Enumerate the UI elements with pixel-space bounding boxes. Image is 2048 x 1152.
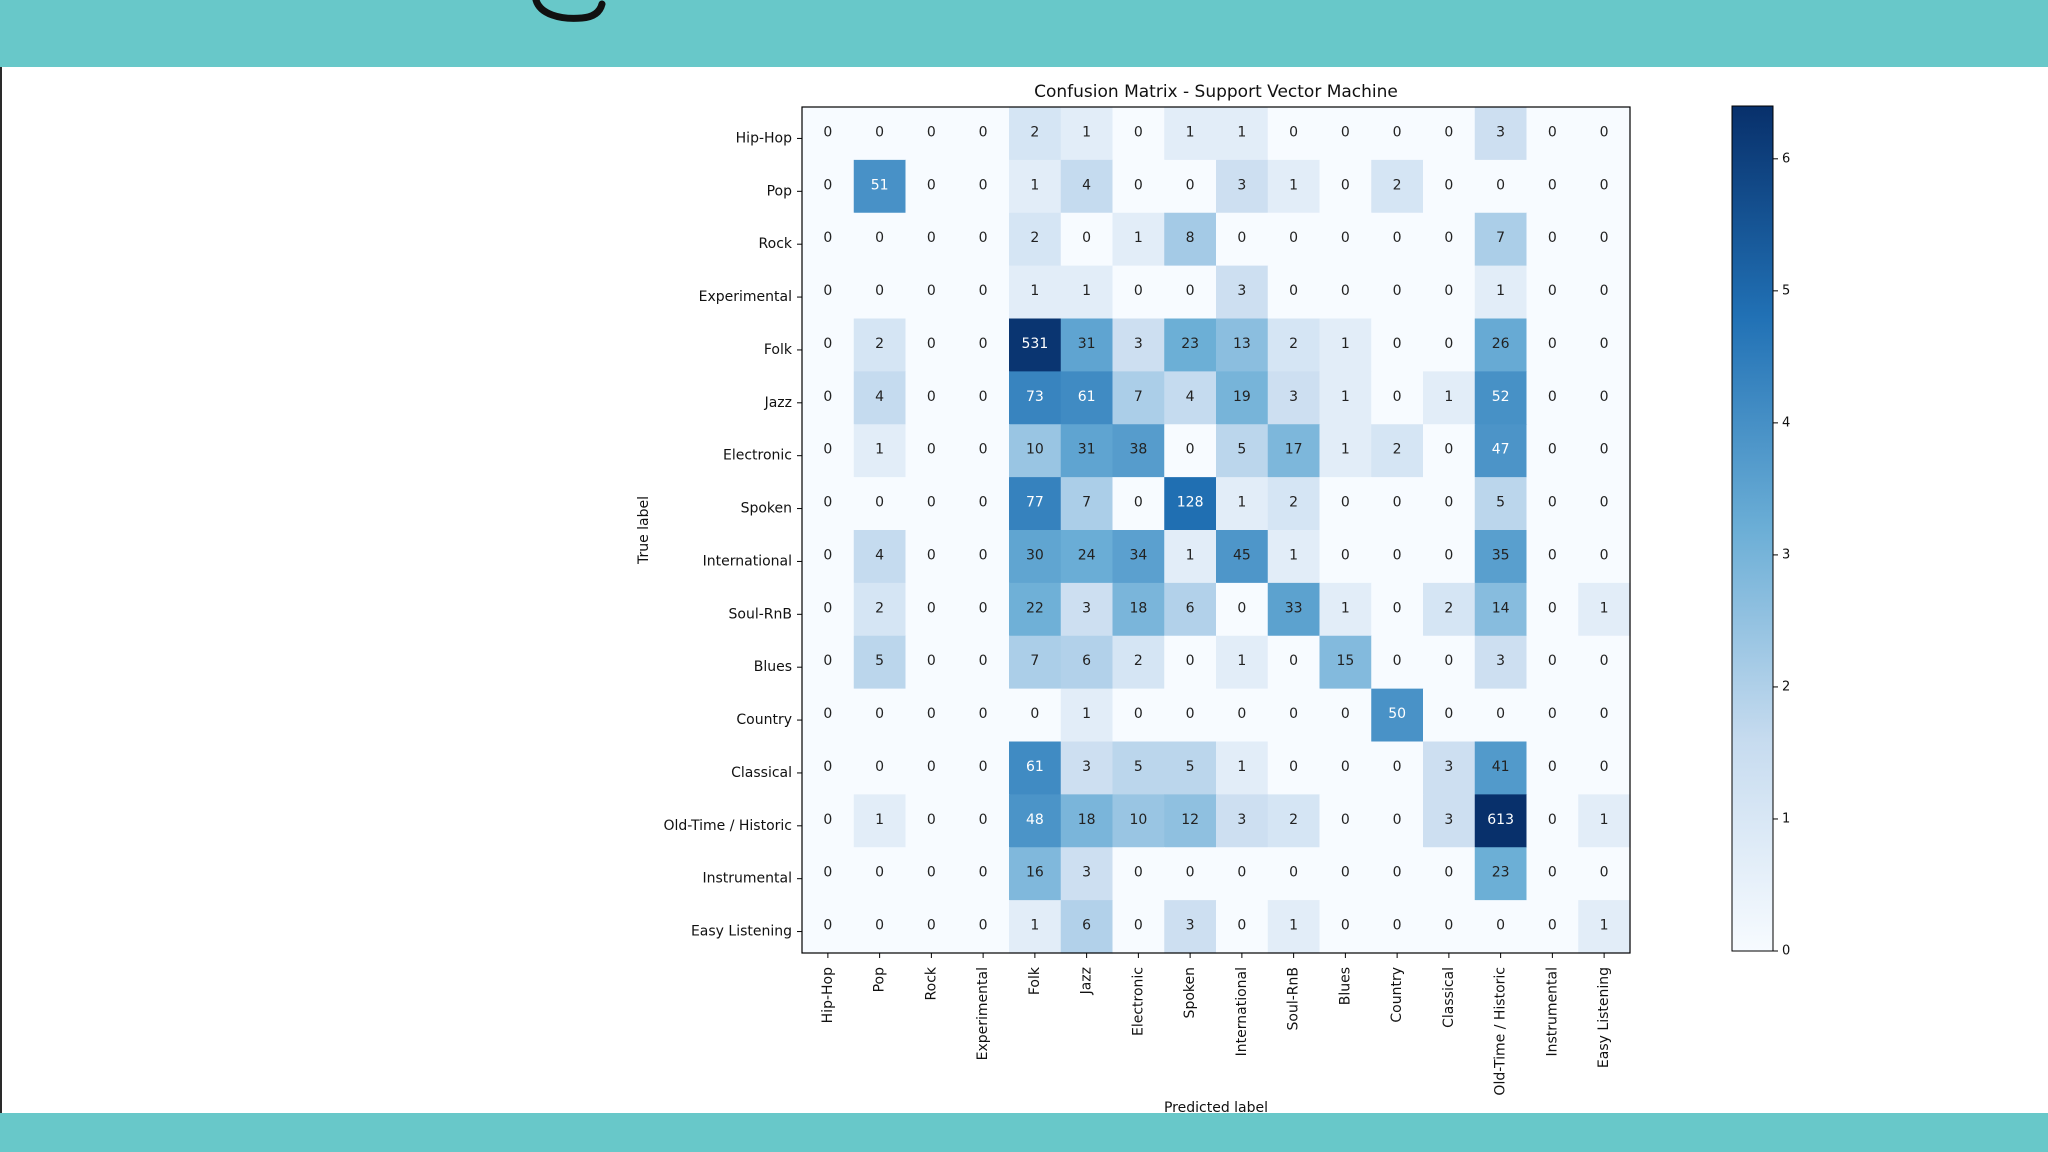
cell-value-label: 0 xyxy=(1392,917,1402,934)
cell-value-label: 0 xyxy=(1392,494,1402,511)
cell-value-label: 0 xyxy=(926,283,936,300)
cell-value-label: 0 xyxy=(1599,653,1609,670)
cell-value-label: 0 xyxy=(1340,124,1350,141)
cell-value-label: 1 xyxy=(1340,388,1350,405)
cell-value-label: 0 xyxy=(1547,547,1557,564)
cell-value-label: 0 xyxy=(1444,547,1454,564)
cell-value-label: 2 xyxy=(1289,335,1299,352)
x-tick-label: Electronic xyxy=(1130,967,1147,1037)
cell-value-label: 1 xyxy=(1289,177,1299,194)
y-tick-label: Classical xyxy=(731,764,792,781)
cell-value-label: 22 xyxy=(1025,600,1044,617)
y-tick-label: Country xyxy=(736,712,792,729)
y-tick-label: Spoken xyxy=(740,500,792,517)
cell-value-label: 0 xyxy=(1340,283,1350,300)
colorbar-tick-label: 1 xyxy=(1782,811,1791,827)
cell-value-label: 3 xyxy=(1082,758,1092,775)
x-tick-label: Soul-RnB xyxy=(1285,967,1302,1031)
cell-value-label: 0 xyxy=(926,811,936,828)
cell-value-label: 3 xyxy=(1237,283,1247,300)
x-axis-label: Predicted label xyxy=(1163,1100,1269,1116)
cell-value-label: 18 xyxy=(1129,600,1148,617)
cell-value-label: 0 xyxy=(1082,230,1092,247)
cell-value-label: 6 xyxy=(1082,653,1092,670)
cell-value-label: 3 xyxy=(1133,335,1143,352)
cell-value-label: 1 xyxy=(1340,600,1350,617)
cell-value-label: 0 xyxy=(823,388,833,405)
cell-value-label: 5 xyxy=(1185,758,1195,775)
cell-value-label: 5 xyxy=(1237,441,1247,458)
cell-value-label: 1 xyxy=(1030,917,1040,934)
cell-value-label: 10 xyxy=(1129,811,1148,828)
cell-value-label: 1 xyxy=(1082,283,1092,300)
cell-value-label: 24 xyxy=(1077,547,1096,564)
cell-value-label: 0 xyxy=(1599,706,1609,723)
cell-value-label: 7 xyxy=(1082,494,1092,511)
cell-value-label: 0 xyxy=(1289,653,1299,670)
cell-value-label: 0 xyxy=(978,600,988,617)
cell-value-label: 2 xyxy=(875,600,885,617)
colorbar-tick-label: 0 xyxy=(1782,943,1791,959)
cell-value-label: 0 xyxy=(1444,441,1454,458)
cell-value-label: 23 xyxy=(1491,864,1510,881)
cell-value-label: 0 xyxy=(1444,917,1454,934)
cell-value-label: 0 xyxy=(1340,758,1350,775)
cell-value-label: 0 xyxy=(823,230,833,247)
cell-value-label: 0 xyxy=(926,441,936,458)
cell-value-label: 5 xyxy=(875,653,885,670)
cell-value-label: 0 xyxy=(978,494,988,511)
cell-value-label: 0 xyxy=(875,864,885,881)
cell-value-label: 0 xyxy=(926,864,936,881)
cell-value-label: 33 xyxy=(1284,600,1303,617)
cell-value-label: 15 xyxy=(1336,653,1355,670)
cell-value-label: 31 xyxy=(1077,441,1096,458)
cell-value-label: 0 xyxy=(978,547,988,564)
cell-value-label: 3 xyxy=(1444,811,1454,828)
cell-value-label: 0 xyxy=(978,758,988,775)
cell-value-label: 0 xyxy=(1133,124,1143,141)
cell-value-label: 52 xyxy=(1491,388,1510,405)
cell-value-label: 31 xyxy=(1077,335,1096,352)
cell-value-label: 19 xyxy=(1232,388,1251,405)
cell-value-label: 2 xyxy=(1030,124,1040,141)
cell-value-label: 3 xyxy=(1237,177,1247,194)
cell-value-label: 0 xyxy=(1133,917,1143,934)
cell-value-label: 16 xyxy=(1025,864,1044,881)
y-tick-label: Old-Time / Historic xyxy=(663,817,792,834)
cell-value-label: 7 xyxy=(1133,388,1143,405)
cell-value-label: 0 xyxy=(823,706,833,723)
cell-value-label: 0 xyxy=(1133,177,1143,194)
cell-value-label: 0 xyxy=(978,388,988,405)
cell-value-label: 2 xyxy=(1392,441,1402,458)
cell-value-label: 6 xyxy=(1082,917,1092,934)
cell-value-label: 1 xyxy=(1030,283,1040,300)
cell-value-label: 23 xyxy=(1181,335,1200,352)
cell-value-label: 0 xyxy=(926,388,936,405)
y-tick-label: Electronic xyxy=(722,447,792,464)
cell-value-label: 0 xyxy=(1547,706,1557,723)
cell-value-label: 1 xyxy=(1599,600,1609,617)
x-tick-label: Old-Time / Historic xyxy=(1492,967,1509,1096)
cell-value-label: 0 xyxy=(978,864,988,881)
cell-value-label: 2 xyxy=(1392,177,1402,194)
cell-value-label: 0 xyxy=(926,600,936,617)
cell-value-label: 0 xyxy=(1237,917,1247,934)
cell-value-label: 45 xyxy=(1232,547,1251,564)
chart-title: Confusion Matrix - Support Vector Machine xyxy=(1034,82,1398,102)
cell-value-label: 0 xyxy=(1289,706,1299,723)
cell-value-label: 0 xyxy=(1133,283,1143,300)
cell-value-label: 2 xyxy=(875,335,885,352)
cell-value-label: 0 xyxy=(1030,706,1040,723)
x-tick-label: Country xyxy=(1389,967,1406,1023)
cell-value-label: 0 xyxy=(875,283,885,300)
cell-value-label: 4 xyxy=(1185,388,1195,405)
cell-value-label: 13 xyxy=(1232,335,1251,352)
cell-value-label: 0 xyxy=(1599,124,1609,141)
cell-value-label: 1 xyxy=(1289,547,1299,564)
y-axis-label: True label xyxy=(636,495,652,565)
cell-value-label: 1 xyxy=(1340,335,1350,352)
cell-value-label: 0 xyxy=(823,177,833,194)
cell-value-label: 3 xyxy=(1496,653,1506,670)
cell-value-label: 3 xyxy=(1444,758,1454,775)
cell-value-label: 0 xyxy=(1547,335,1557,352)
cell-value-label: 1 xyxy=(1185,547,1195,564)
cell-value-label: 0 xyxy=(1599,494,1609,511)
cell-value-label: 0 xyxy=(926,917,936,934)
cell-value-label: 0 xyxy=(1185,653,1195,670)
cell-value-label: 5 xyxy=(1496,494,1506,511)
cell-value-label: 0 xyxy=(926,177,936,194)
x-tick-label: Spoken xyxy=(1182,967,1199,1019)
cell-value-label: 0 xyxy=(978,283,988,300)
y-tick-label: Soul-RnB xyxy=(728,606,792,623)
cell-value-label: 0 xyxy=(823,547,833,564)
cell-value-label: 0 xyxy=(926,230,936,247)
y-tick-label: International xyxy=(702,553,792,570)
cell-value-label: 0 xyxy=(926,758,936,775)
x-tick-label: Hip-Hop xyxy=(819,967,836,1024)
cell-value-label: 0 xyxy=(1340,917,1350,934)
cell-value-label: 0 xyxy=(1340,177,1350,194)
cell-value-label: 1 xyxy=(1082,124,1092,141)
cell-value-label: 1 xyxy=(1082,706,1092,723)
colorbar-tick-label: 2 xyxy=(1782,679,1791,695)
cell-value-label: 0 xyxy=(1289,864,1299,881)
cell-value-label: 0 xyxy=(823,335,833,352)
cell-value-label: 18 xyxy=(1077,811,1096,828)
x-tick-label: Rock xyxy=(923,967,940,1001)
x-tick-label: Experimental xyxy=(975,967,992,1061)
cell-value-label: 0 xyxy=(875,230,885,247)
cell-value-label: 0 xyxy=(823,758,833,775)
cell-value-label: 0 xyxy=(1599,283,1609,300)
cell-value-label: 0 xyxy=(823,283,833,300)
y-tick-label: Folk xyxy=(763,341,792,358)
cell-value-label: 0 xyxy=(1599,177,1609,194)
x-tick-label: Jazz xyxy=(1078,967,1095,995)
cell-value-label: 1 xyxy=(1237,758,1247,775)
cell-value-label: 0 xyxy=(1185,864,1195,881)
y-tick-label: Jazz xyxy=(764,394,792,411)
cell-value-label: 1 xyxy=(1237,653,1247,670)
cell-value-label: 0 xyxy=(926,494,936,511)
y-tick-label: Instrumental xyxy=(702,870,792,887)
cell-value-label: 0 xyxy=(1392,230,1402,247)
cell-value-label: 0 xyxy=(1599,388,1609,405)
cell-value-label: 0 xyxy=(1340,706,1350,723)
cell-value-label: 0 xyxy=(1496,177,1506,194)
cell-value-label: 2 xyxy=(1444,600,1454,617)
x-tick-label: Instrumental xyxy=(1544,967,1561,1057)
cell-value-label: 0 xyxy=(1444,653,1454,670)
cell-value-label: 1 xyxy=(1237,494,1247,511)
cell-value-label: 7 xyxy=(1496,230,1506,247)
cell-value-label: 0 xyxy=(978,653,988,670)
cell-value-label: 0 xyxy=(978,177,988,194)
cell-value-label: 1 xyxy=(1340,441,1350,458)
x-tick-label: Classical xyxy=(1440,967,1457,1028)
cell-value-label: 1 xyxy=(875,811,885,828)
cell-value-label: 0 xyxy=(875,124,885,141)
cell-value-label: 0 xyxy=(1392,335,1402,352)
colorbar xyxy=(1732,106,1773,951)
cell-value-label: 0 xyxy=(1185,706,1195,723)
cell-value-label: 1 xyxy=(1444,388,1454,405)
cell-value-label: 50 xyxy=(1388,706,1407,723)
y-tick-label: Experimental xyxy=(698,289,792,306)
cell-value-label: 48 xyxy=(1025,811,1044,828)
cell-value-label: 0 xyxy=(1237,600,1247,617)
cell-value-label: 0 xyxy=(1444,864,1454,881)
cell-value-label: 0 xyxy=(1340,547,1350,564)
y-tick-label: Hip-Hop xyxy=(735,130,792,147)
cell-value-label: 1 xyxy=(1599,811,1609,828)
cell-value-label: 4 xyxy=(875,547,885,564)
cell-value-label: 0 xyxy=(978,124,988,141)
cell-value-label: 0 xyxy=(1392,600,1402,617)
cell-value-label: 0 xyxy=(1444,706,1454,723)
x-tick-label: Folk xyxy=(1026,967,1043,996)
cell-value-label: 10 xyxy=(1025,441,1044,458)
cell-value-label: 0 xyxy=(1599,758,1609,775)
x-tick-label: Pop xyxy=(871,967,888,993)
cell-value-label: 0 xyxy=(926,706,936,723)
cell-value-label: 41 xyxy=(1491,758,1510,775)
cell-value-label: 0 xyxy=(978,335,988,352)
cell-value-label: 0 xyxy=(1237,706,1247,723)
cell-value-label: 51 xyxy=(870,177,889,194)
colorbar-tick-label: 6 xyxy=(1782,151,1791,167)
cell-value-label: 0 xyxy=(823,494,833,511)
cell-value-label: 531 xyxy=(1021,335,1049,352)
cell-value-label: 0 xyxy=(978,811,988,828)
cell-value-label: 0 xyxy=(1599,864,1609,881)
cell-value-label: 3 xyxy=(1185,917,1195,934)
cell-value-label: 0 xyxy=(1340,864,1350,881)
cell-value-label: 30 xyxy=(1025,547,1044,564)
cell-value-label: 0 xyxy=(1392,124,1402,141)
cell-value-label: 0 xyxy=(1392,388,1402,405)
cell-value-label: 0 xyxy=(823,653,833,670)
cell-value-label: 613 xyxy=(1487,811,1514,828)
cell-value-label: 0 xyxy=(1547,917,1557,934)
cell-value-label: 3 xyxy=(1237,811,1247,828)
cell-value-label: 0 xyxy=(1547,177,1557,194)
cell-value-label: 0 xyxy=(978,917,988,934)
cell-value-label: 61 xyxy=(1077,388,1096,405)
cell-value-label: 0 xyxy=(823,600,833,617)
cell-value-label: 0 xyxy=(1392,758,1402,775)
cell-value-label: 0 xyxy=(926,124,936,141)
cell-value-label: 0 xyxy=(823,811,833,828)
colorbar-tick-label: 5 xyxy=(1782,283,1791,299)
cell-value-label: 0 xyxy=(1547,124,1557,141)
x-tick-label: Blues xyxy=(1337,967,1354,1006)
cell-value-label: 0 xyxy=(1547,283,1557,300)
cell-value-label: 0 xyxy=(1133,706,1143,723)
cell-value-label: 0 xyxy=(1444,283,1454,300)
cell-value-label: 0 xyxy=(1237,864,1247,881)
cell-value-label: 2 xyxy=(1289,494,1299,511)
cell-value-label: 0 xyxy=(978,706,988,723)
cell-value-label: 0 xyxy=(1496,706,1506,723)
cell-value-label: 1 xyxy=(1133,230,1143,247)
colorbar-tick-label: 3 xyxy=(1782,547,1791,563)
cell-value-label: 14 xyxy=(1491,600,1510,617)
cell-value-label: 0 xyxy=(1185,283,1195,300)
cell-value-label: 0 xyxy=(1547,758,1557,775)
cell-value-label: 0 xyxy=(875,917,885,934)
cell-value-label: 0 xyxy=(1444,177,1454,194)
cell-value-label: 2 xyxy=(1133,653,1143,670)
cell-value-label: 0 xyxy=(1547,494,1557,511)
cell-value-label: 1 xyxy=(1237,124,1247,141)
cell-value-label: 35 xyxy=(1491,547,1510,564)
colorbar-tick-label: 4 xyxy=(1782,415,1791,431)
cell-value-label: 0 xyxy=(823,917,833,934)
cell-value-label: 0 xyxy=(823,124,833,141)
cell-value-label: 12 xyxy=(1181,811,1200,828)
cell-value-label: 26 xyxy=(1491,335,1510,352)
cell-value-label: 128 xyxy=(1176,494,1204,511)
cell-value-label: 0 xyxy=(1547,653,1557,670)
cell-value-label: 0 xyxy=(1185,177,1195,194)
cell-value-label: 0 xyxy=(1289,230,1299,247)
cell-value-label: 6 xyxy=(1185,600,1195,617)
cell-value-label: 3 xyxy=(1082,864,1092,881)
cell-value-label: 0 xyxy=(978,441,988,458)
cell-value-label: 0 xyxy=(1289,283,1299,300)
cell-value-label: 0 xyxy=(1392,653,1402,670)
cell-value-label: 0 xyxy=(1133,864,1143,881)
cell-value-label: 3 xyxy=(1082,600,1092,617)
cell-value-label: 5 xyxy=(1133,758,1143,775)
cell-value-label: 0 xyxy=(1392,811,1402,828)
cell-value-label: 1 xyxy=(1185,124,1195,141)
cell-value-label: 0 xyxy=(1237,230,1247,247)
cell-value-label: 0 xyxy=(1547,230,1557,247)
y-tick-label: Easy Listening xyxy=(690,923,792,940)
cell-value-label: 47 xyxy=(1491,441,1510,458)
x-tick-label: Easy Listening xyxy=(1596,967,1613,1069)
cell-value-label: 77 xyxy=(1025,494,1044,511)
cell-value-label: 1 xyxy=(875,441,885,458)
cell-value-label: 8 xyxy=(1185,230,1195,247)
cell-value-label: 1 xyxy=(1030,177,1040,194)
y-tick-label: Rock xyxy=(758,236,792,253)
cell-value-label: 0 xyxy=(926,547,936,564)
cell-value-label: 7 xyxy=(1030,653,1040,670)
cell-value-label: 0 xyxy=(875,494,885,511)
cell-value-label: 0 xyxy=(1599,335,1609,352)
cell-value-label: 0 xyxy=(875,758,885,775)
cell-value-label: 2 xyxy=(1289,811,1299,828)
cell-value-label: 73 xyxy=(1025,388,1044,405)
cell-value-label: 0 xyxy=(823,864,833,881)
cell-value-label: 0 xyxy=(1444,494,1454,511)
cell-value-label: 0 xyxy=(1547,600,1557,617)
cell-value-label: 0 xyxy=(823,441,833,458)
cell-value-label: 1 xyxy=(1599,917,1609,934)
cell-value-label: 0 xyxy=(1599,230,1609,247)
cell-value-label: 0 xyxy=(1340,811,1350,828)
cell-value-label: 0 xyxy=(1289,124,1299,141)
cell-value-label: 0 xyxy=(978,230,988,247)
cell-value-label: 0 xyxy=(1444,230,1454,247)
cell-value-label: 0 xyxy=(1547,811,1557,828)
cell-value-label: 3 xyxy=(1289,388,1299,405)
cell-value-label: 38 xyxy=(1129,441,1148,458)
cell-value-label: 0 xyxy=(1599,441,1609,458)
cell-value-label: 0 xyxy=(1444,124,1454,141)
cell-value-label: 0 xyxy=(1547,388,1557,405)
cell-value-label: 0 xyxy=(1496,917,1506,934)
cell-value-label: 4 xyxy=(875,388,885,405)
cell-value-label: 0 xyxy=(1392,864,1402,881)
cell-value-label: 1 xyxy=(1289,917,1299,934)
y-tick-label: Pop xyxy=(766,183,792,200)
cell-value-label: 34 xyxy=(1129,547,1148,564)
cell-value-label: 17 xyxy=(1284,441,1303,458)
cell-value-label: 0 xyxy=(1289,758,1299,775)
cell-value-label: 0 xyxy=(926,653,936,670)
cell-value-label: 0 xyxy=(926,335,936,352)
cell-value-label: 0 xyxy=(1547,864,1557,881)
cell-value-label: 0 xyxy=(1547,441,1557,458)
cell-value-label: 0 xyxy=(1133,494,1143,511)
cell-value-label: 3 xyxy=(1496,124,1506,141)
cell-value-label: 4 xyxy=(1082,177,1092,194)
cell-value-label: 0 xyxy=(1392,283,1402,300)
x-tick-label: International xyxy=(1233,967,1250,1057)
cell-value-label: 0 xyxy=(1444,335,1454,352)
cell-value-label: 0 xyxy=(1599,547,1609,564)
cell-value-label: 0 xyxy=(1392,547,1402,564)
cell-value-label: 0 xyxy=(1340,494,1350,511)
cell-value-label: 61 xyxy=(1025,758,1044,775)
y-tick-label: Blues xyxy=(753,659,792,676)
cell-value-label: 0 xyxy=(875,706,885,723)
cell-value-label: 1 xyxy=(1496,283,1506,300)
cell-value-label: 0 xyxy=(1185,441,1195,458)
cell-value-label: 2 xyxy=(1030,230,1040,247)
cell-value-label: 0 xyxy=(1340,230,1350,247)
